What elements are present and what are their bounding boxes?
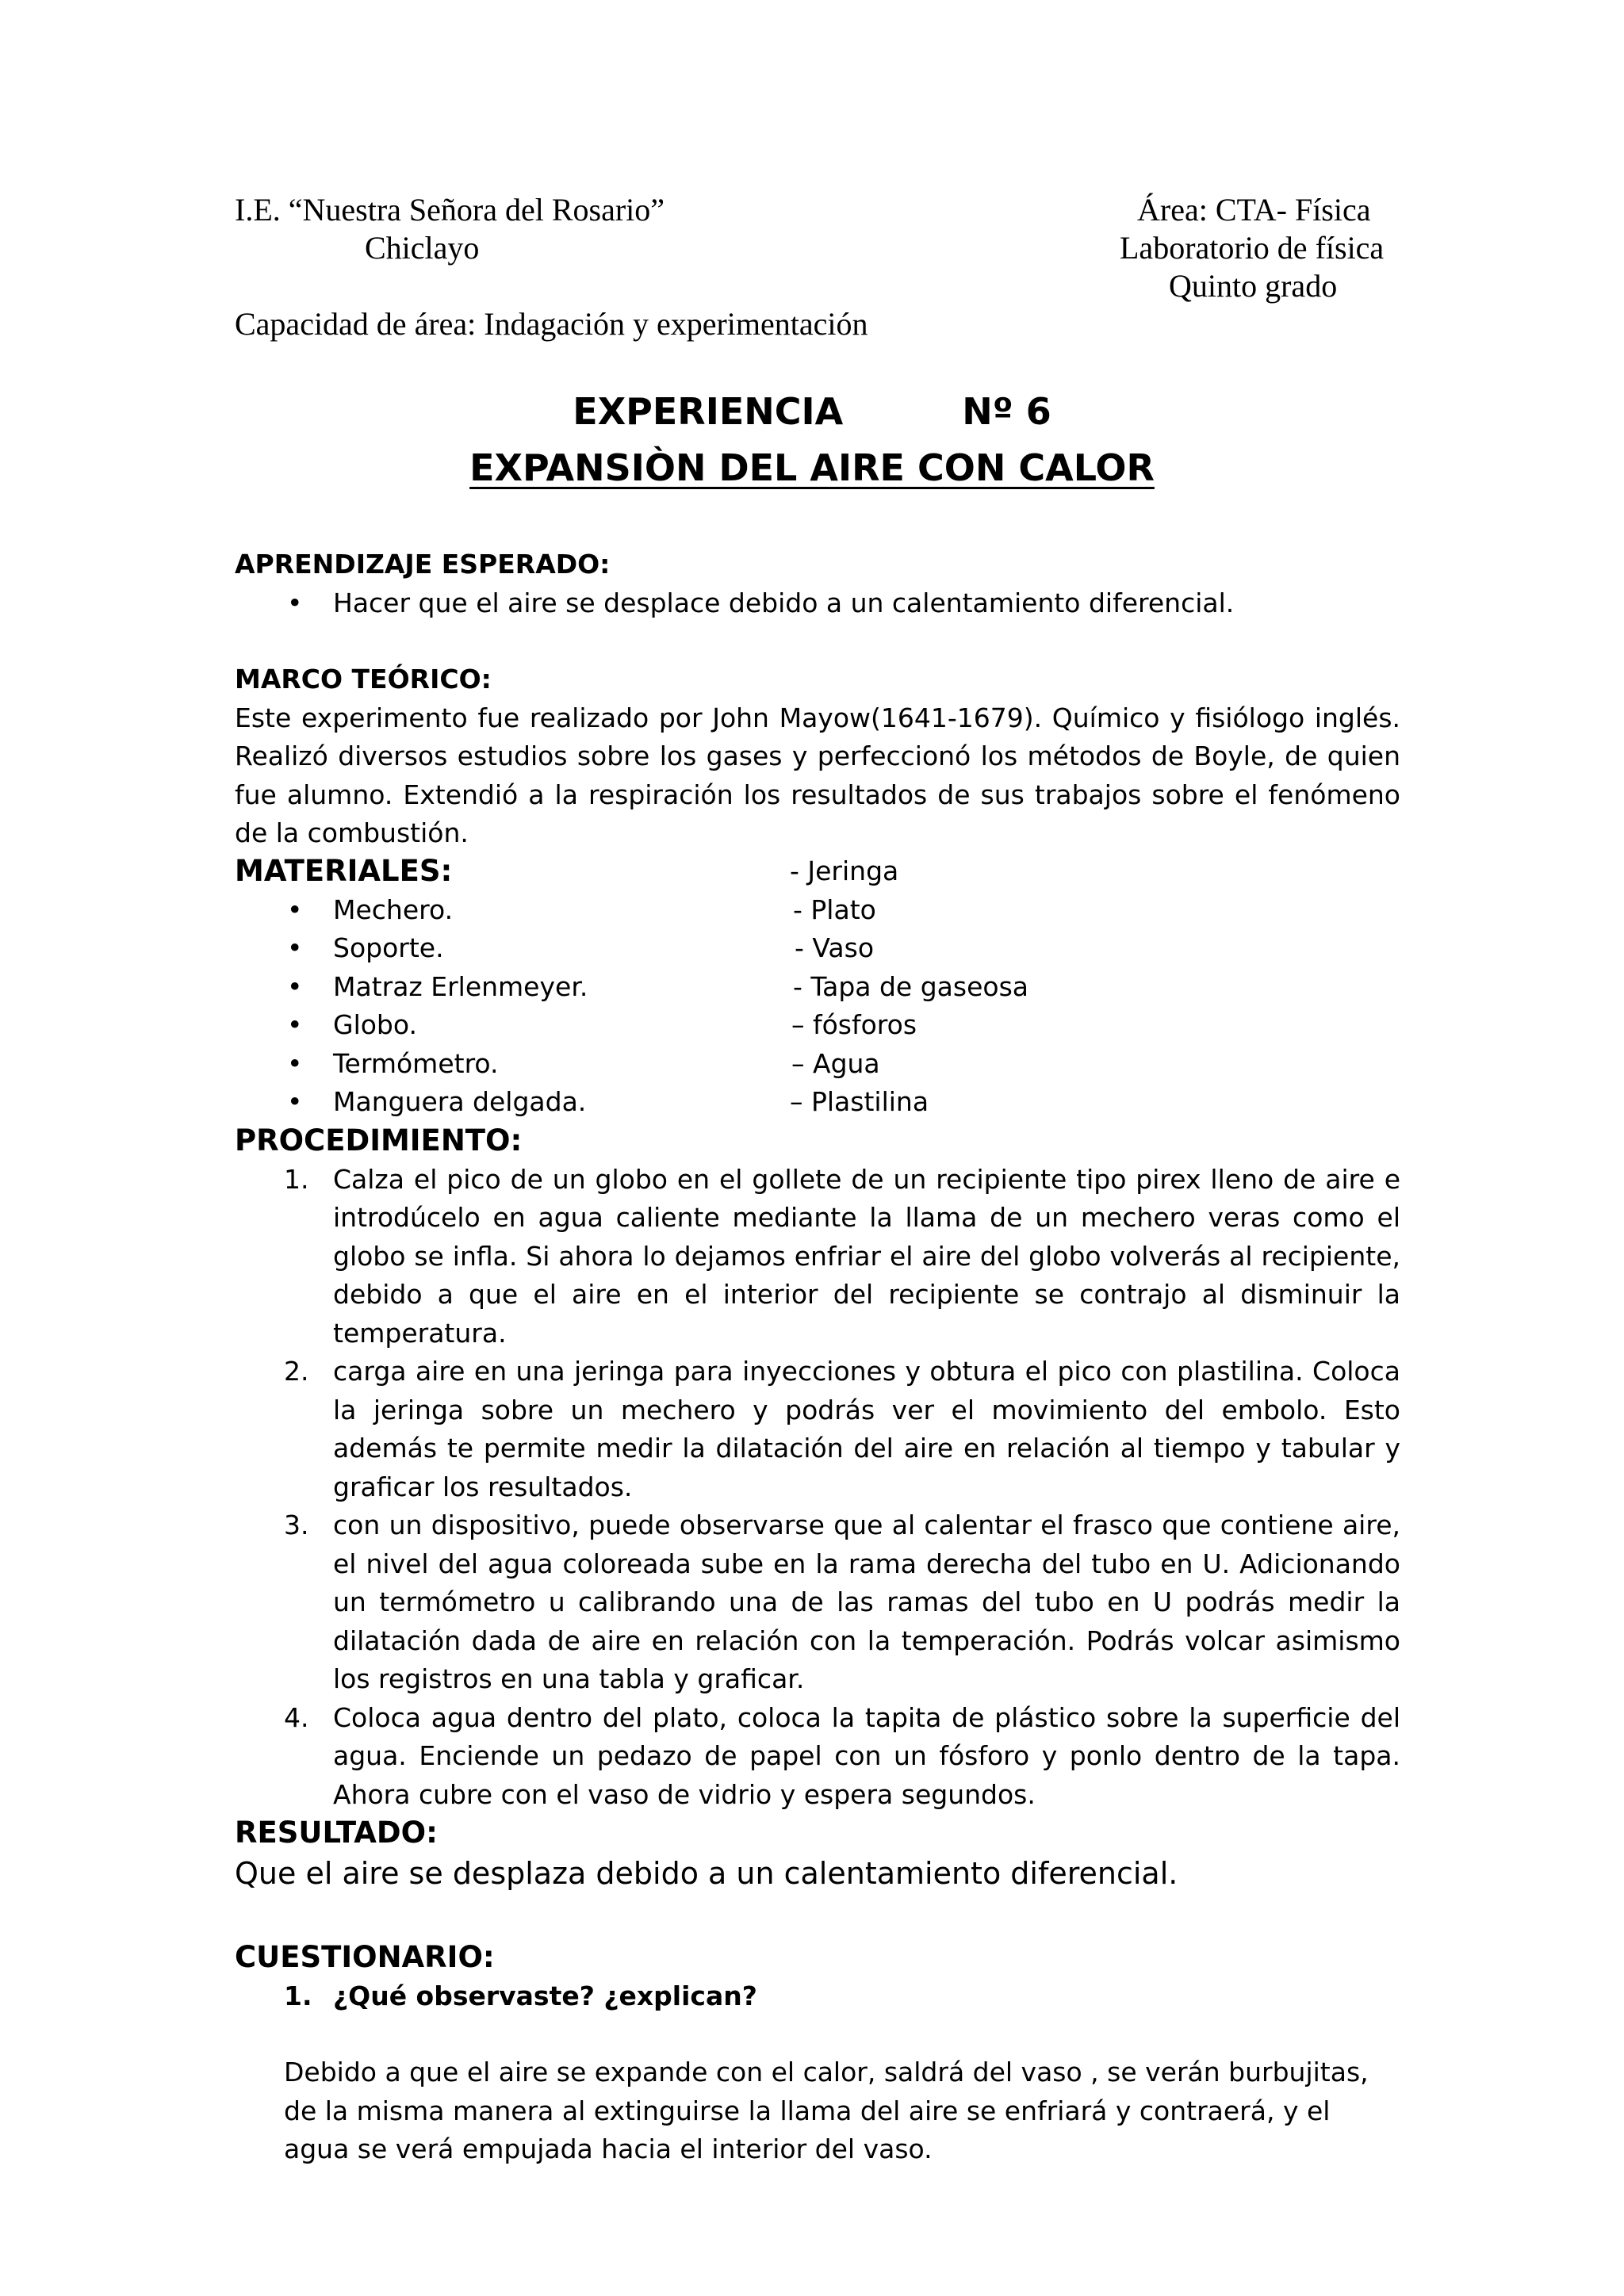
lab-label: Laboratorio de física: [1120, 230, 1385, 266]
school-name: I.E. “Nuestra Señora del Rosario”: [235, 192, 665, 228]
step-number: 2.: [284, 1356, 309, 1387]
area-label: Área: CTA- Física: [1137, 192, 1371, 228]
resultado-heading: RESULTADO:: [235, 1816, 438, 1850]
material-name: Termómetro.: [333, 1047, 499, 1079]
marco-text: Este experimento fue realizado por John Mayow(1641-1679). Químico y fisiólogo inglés. Realizó diversos estudios sobre los gases y perfeccionó los métodos de Boyle, de quien fue alumno. Extendió a la respiración los resultados de sus trabajos sobre el fenómeno de la combustión.: [235, 702, 1400, 848]
bullet-icon: •: [287, 1047, 303, 1079]
answer-text: Debido a que el aire se expande con el calor, saldrá del vaso , se verán burbujitas, de la misma manera al extinguirse la llama del aire se enfriará y contraerá, y el agua se verá empujada hacia el interior del vaso.: [284, 2057, 1369, 2164]
material-extra: – Plastilina: [790, 1086, 929, 1117]
list-item-text: Hacer que el aire se desplace debido a un calentamiento diferencial.: [333, 587, 1235, 618]
question-number: 1.: [284, 1980, 312, 2011]
step-text: con un dispositivo, puede observarse que al calentar el frasco que contiene aire, el nivel del agua coloreada sube en la rama derecha del tubo en U. Adicionando un termómetro u calibrando una de las ramas del tubo en U podrás medir la dilatación dada de aire en relación con la temperación. Podrás volcar asimismo los registros en una tabla y graficar.: [333, 1510, 1400, 1694]
list-item: [235, 1506, 1400, 1699]
material-name: Matraz Erlenmeyer.: [333, 970, 588, 1002]
bullet-icon: •: [287, 970, 303, 1002]
list-item: [235, 1353, 1400, 1506]
grade-label: Quinto grado: [1169, 268, 1338, 304]
procedimiento-section: [235, 1122, 1400, 1814]
marco-section: [235, 660, 1400, 853]
list-item: [235, 891, 1400, 930]
material-extra: - Tapa de gaseosa: [793, 970, 1028, 1002]
resultado-text: Que el aire se desplaza debido a un calentamiento diferencial.: [235, 1855, 1178, 1891]
experience-number: Nº 6: [962, 390, 1051, 433]
material-name: Globo.: [333, 1009, 417, 1040]
step-number: 3.: [284, 1510, 309, 1540]
material-extra: - Plato: [793, 894, 876, 925]
capacity-label: Capacidad de área: Indagación y experimentación: [235, 306, 868, 342]
step-text: Coloca agua dentro del plato, coloca la tapita de plástico sobre la superficie del agua. Enciende un pedazo de papel con un fósforo y ponlo dentro de la tapa. Ahora cubre con el vaso de vidrio y espera segundos.: [333, 1701, 1400, 1810]
bullet-icon: •: [287, 587, 303, 618]
experience-title: [0, 388, 1624, 434]
marco-heading: MARCO TEÓRICO:: [235, 664, 492, 695]
experience-subtitle: [0, 445, 1624, 491]
step-text: Calza el pico de un globo en el gollete de un recipiente tipo pirex lleno de aire e introdúcelo en agua caliente mediante la llama de un mechero veras como el globo se infla. Si ahora lo dejamos enfriar el aire del globo volverás al recipiente, debido a que el aire en el interior del recipiente se contrajo al disminuir la temperatura.: [333, 1163, 1400, 1349]
material-name: Mechero.: [333, 894, 454, 925]
step-number: 1.: [284, 1163, 309, 1195]
list-item: [235, 1045, 1400, 1084]
question-text: ¿Qué observaste? ¿explican?: [333, 1980, 757, 2011]
spacer: [235, 2015, 1400, 2053]
materiales-section: [235, 852, 1400, 1122]
material-extra: - Jeringa: [790, 855, 899, 886]
list-item: [235, 584, 1400, 623]
materiales-heading: MATERIALES:: [235, 854, 453, 888]
list-item: [235, 1083, 1400, 1122]
material-name: Soporte.: [333, 932, 444, 963]
bullet-icon: •: [287, 894, 303, 925]
cuestionario-heading: CUESTIONARIO:: [235, 1940, 495, 1974]
material-name: Manguera delgada.: [333, 1086, 587, 1117]
material-extra: – Agua: [791, 1047, 880, 1079]
experience-label: EXPERIENCIA: [573, 390, 844, 433]
material-extra: - Vaso: [795, 932, 875, 963]
bullet-icon: •: [287, 1086, 303, 1117]
school-city: Chiclayo: [365, 230, 480, 266]
step-number: 4.: [284, 1701, 309, 1733]
step-text: carga aire en una jeringa para inyecciones y obtura el pico con plastilina. Coloca la jeringa sobre un mechero y podrás ver el movimiento del embolo. Esto además te permite medir la dilatación del aire en relación al tiempo y tabular y graficar los resultados.: [333, 1356, 1400, 1502]
list-item: [235, 929, 1400, 968]
list-item: [235, 968, 1400, 1007]
cuestionario-section: [235, 1938, 1400, 2169]
resultado-section: [235, 1814, 1400, 1894]
bullet-icon: •: [287, 1009, 303, 1040]
question-title: [235, 1977, 1400, 2016]
aprendizaje-section: [235, 545, 1400, 622]
bullet-icon: •: [287, 932, 303, 963]
aprendizaje-heading: APRENDIZAJE ESPERADO:: [235, 549, 611, 580]
list-item: [235, 1006, 1400, 1045]
materiales-heading-row: [235, 852, 1400, 891]
material-extra: – fósforos: [791, 1009, 917, 1040]
list-item: [235, 1161, 1400, 1353]
list-item: [235, 1699, 1400, 1815]
procedimiento-heading: PROCEDIMIENTO:: [235, 1123, 523, 1158]
subtitle-text: EXPANSIÒN DEL AIRE CON CALOR: [469, 446, 1155, 489]
